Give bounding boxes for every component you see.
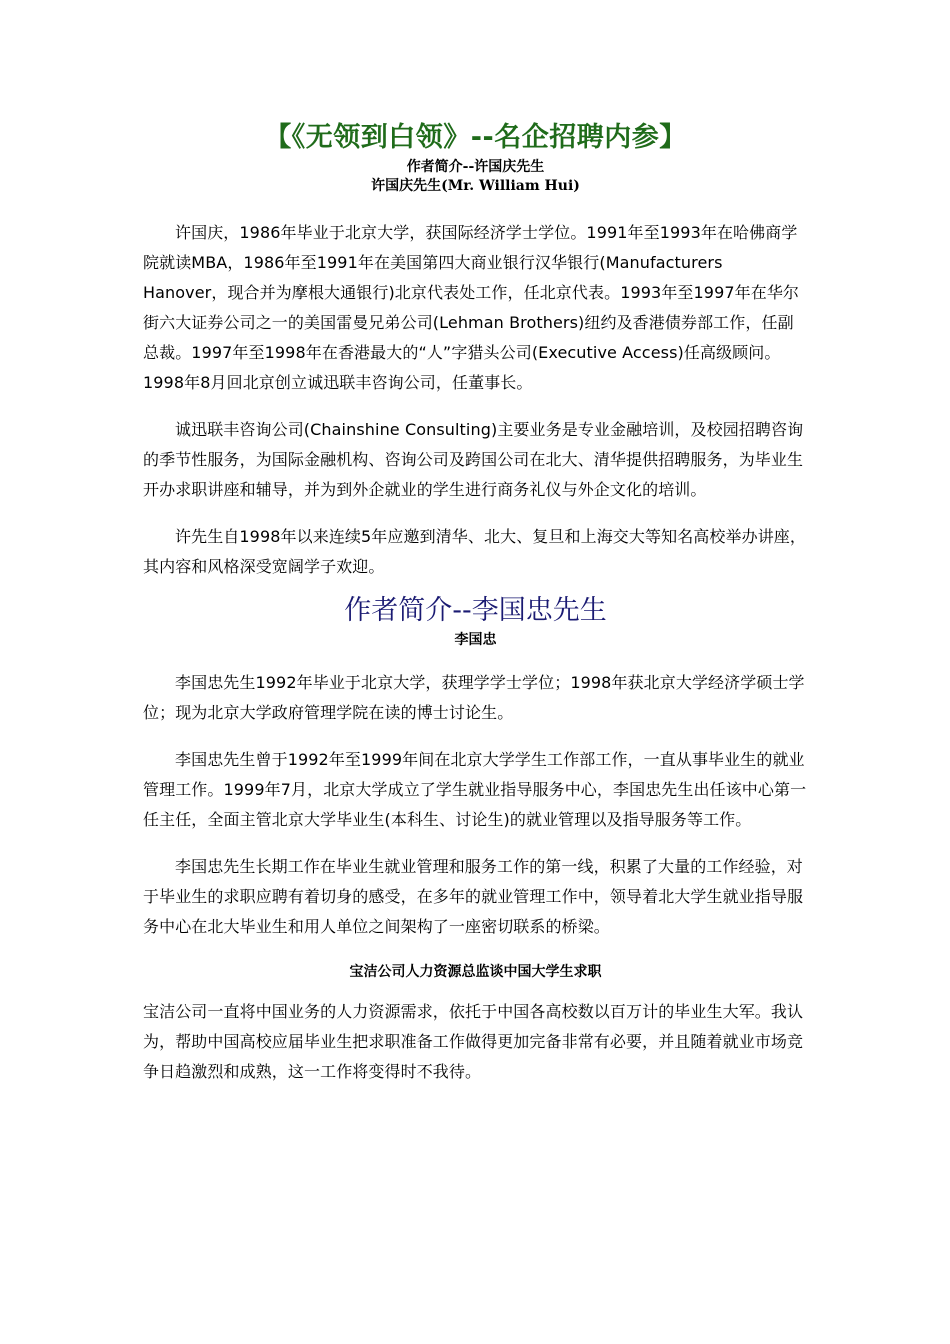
spacer <box>143 942 808 962</box>
section3-paragraph: 宝洁公司一直将中国业务的人力资源需求，依托于中国各高校数以百万计的毕业生大军。我认为，帮助中国高校应届毕业生把求职准备工作做得更加完备非常有必要，并且随着就业市场竞争日趋激烈和成熟，这一工作将变得时不我待。 <box>143 1002 804 1081</box>
section1-paragraph-3: 许先生自1998年以来连续5年应邀到清华、北大、复旦和上海交大等知名高校举办讲座，其内容和风格深受宽阔学子欢迎。 <box>143 527 806 576</box>
spacer <box>143 728 808 745</box>
section2-paragraph-1: 李国忠先生1992年毕业于北京大学，获理学学士学位；1998年获北京大学经济学硕士学位；现为北京大学政府管理学院在读的博士讨论生。 <box>143 673 805 722</box>
section2-name: 李国忠 <box>454 632 497 648</box>
spacer <box>143 982 808 997</box>
section2-title: 作者简介--李国忠先生 <box>344 595 607 626</box>
section3-title: 宝洁公司人力资源总监谈中国大学生求职 <box>349 964 602 980</box>
section2-paragraph-2: 李国忠先生曾于1992年至1999年间在北京大学学生工作部工作，一直从事毕业生的就业管理工作。1999年7月，北京大学成立了学生就业指导服务中心，李国忠先生出任该中心第一任主任，全面主管北京大学毕业生(本科生、讨论生)的就业管理以及指导服务等工作。 <box>143 750 807 829</box>
author-name-heading: 许国庆先生(Mr. William Hui) <box>371 178 580 194</box>
author-intro-heading: 作者简介--许国庆先生 <box>406 159 545 175</box>
document-title: 【《无领到白领》--名企招聘内参】 <box>264 122 687 153</box>
spacer <box>143 505 808 522</box>
section1-paragraph-1: 许国庆，1986年毕业于北京大学，获国际经济学士学位。1991年至1993年在哈佛商学院就读MBA，1986年至1991年在美国第四大商业银行汉华银行(Manufacturers Hanover，现合并为摩根大通银行)北京代表处工作，任北京代表。1993年至1997年在华尔街六大证券公司之一的美国雷曼兄弟公司(Lehman Brothers)纽约及香港债券部工作，任副总裁。1997年至1998年在香港最大的“人”字猎头公司(Executive Access)任高级顾问。1998年8月回北京创立诚迅联丰咨询公司，任董事长。 <box>143 223 800 392</box>
spacer <box>143 196 808 218</box>
document-page <box>143 118 808 1087</box>
spacer <box>143 398 808 415</box>
spacer <box>143 835 808 852</box>
section2-paragraph-3: 李国忠先生长期工作在毕业生就业管理和服务工作的第一线，积累了大量的工作经验，对于毕业生的求职应聘有着切身的感受，在多年的就业管理工作中，领导着北大学生就业指导服务中心在北大毕业生和用人单位之间架构了一座密切联系的桥梁。 <box>143 857 804 936</box>
section1-paragraph-2: 诚迅联丰咨询公司(Chainshine Consulting)主要业务是专业金融培训，及校园招聘咨询的季节性服务，为国际金融机构、咨询公司及跨国公司在北大、清华提供招聘服务，为毕业生开办求职讲座和辅导，并为到外企就业的学生进行商务礼仪与外企文化的培训。 <box>143 420 804 499</box>
spacer <box>143 650 808 668</box>
spacer <box>143 582 808 592</box>
